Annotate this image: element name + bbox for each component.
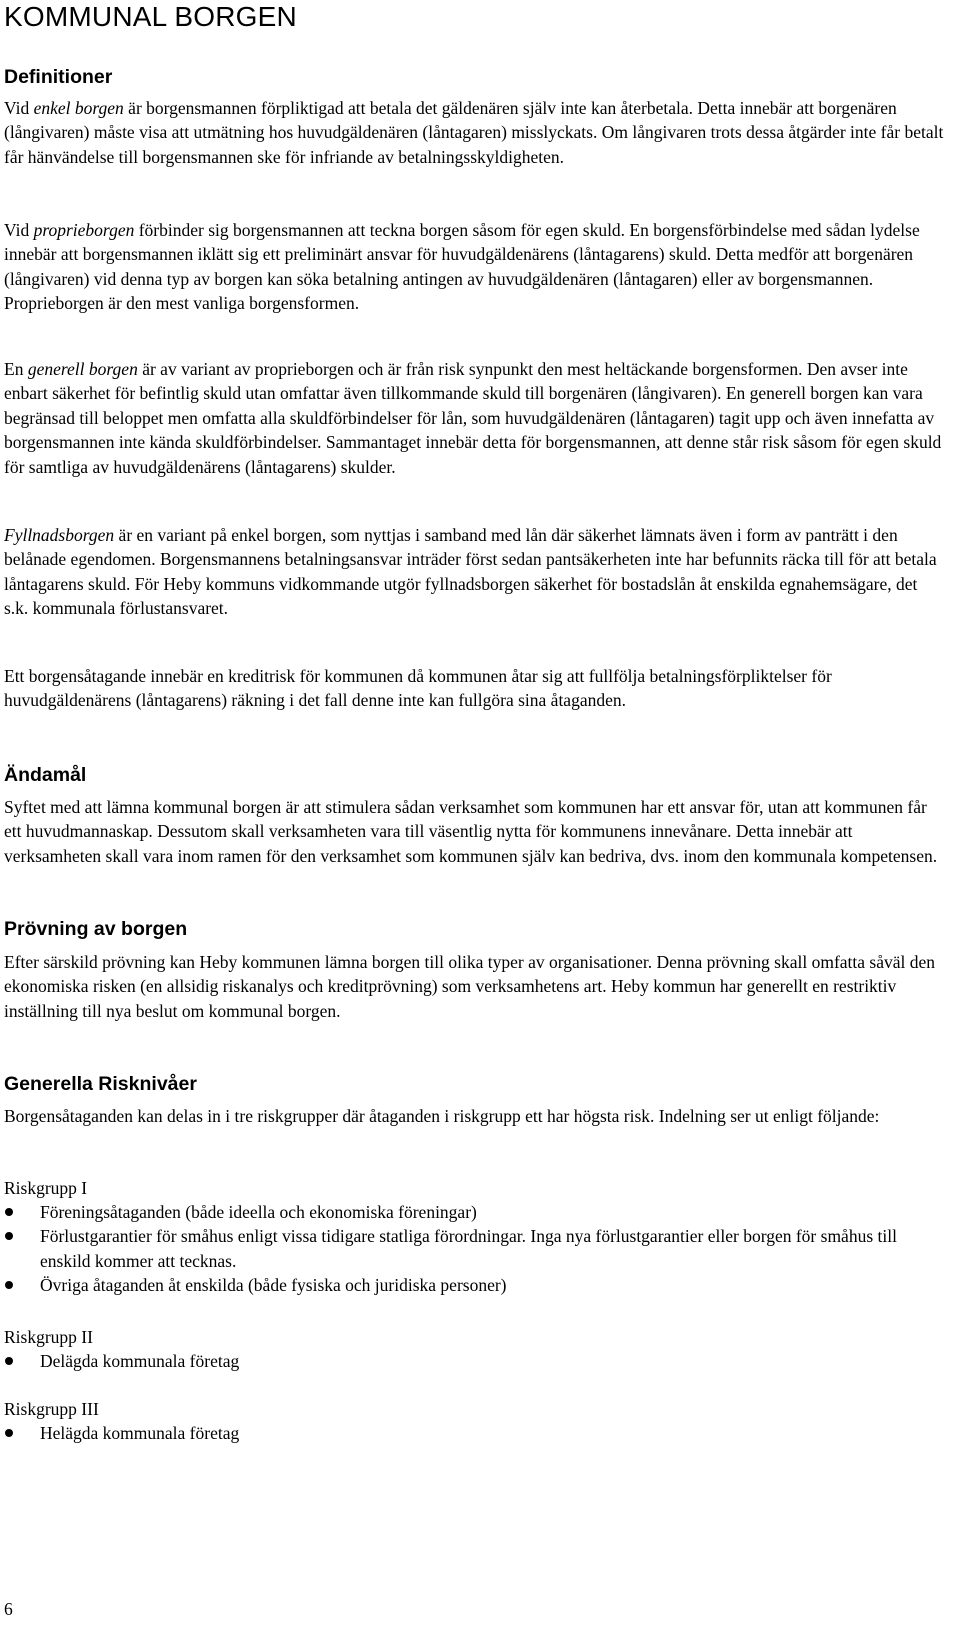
paragraph-risknivaer: Borgensåtaganden kan delas in i tre riskgrupper där åtaganden i riskgrupp ett har högsta risk. Indelning ser ut enligt följande: [4, 1106, 880, 1126]
list-item [4, 1349, 944, 1373]
page-number: 6 [4, 1599, 13, 1619]
paragraph-enkel-borgen [4, 96, 944, 169]
paragraph-fyllnadsborgen [4, 523, 944, 621]
term-fyllnadsborgen: Fyllnadsborgen [4, 525, 115, 545]
heading-definitioner: Definitioner [4, 66, 113, 88]
heading-provning: Prövning av borgen [4, 918, 188, 940]
heading-andamal: Ändamål [4, 764, 87, 786]
paragraph-provning: Efter särskild prövning kan Heby kommunen lämna borgen till olika typer av organisationer. Denna prövning skall omfatta såväl den ekonomiska risken (en allsidig riskanalys och kreditprövning) som verksamhetens art. Heby kommun har generellt en restriktiv inställning till nya beslut om kommunal borgen. [4, 952, 936, 1021]
term-proprieborgen: proprieborgen [33, 220, 135, 240]
bullet-icon [5, 1357, 13, 1365]
riskgroup-2-list [4, 1349, 944, 1373]
list-item [4, 1200, 944, 1224]
heading-risknivaer: Generella Risknivåer [4, 1073, 197, 1095]
list-item-text: Förlustgarantier för småhus enligt vissa tidigare statliga förordningar. Inga nya förlustgarantier eller borgen för småhus till enskild kommer att tecknas. [40, 1226, 897, 1271]
list-item [4, 1421, 944, 1445]
bullet-icon [5, 1208, 13, 1216]
text-body: förbinder sig borgensmannen att teckna borgen såsom för egen skuld. En borgensförbindelse med sådan lydelse innebär att borgensmannen iklätt sig ett preliminärt ansvar för huvudgäldenärens (låntagarens) skuld. Detta medför att borgenären (långivaren) vid denna typ av borgen kan söka betalning antingen av huvudgäldenären (låntagaren) eller av borgensmannen. Proprieborgen är den mest vanliga borgensformen. [4, 220, 920, 314]
bullet-icon [5, 1429, 13, 1437]
paragraph-generell-borgen [4, 357, 944, 479]
text-body: är borgensmannen förpliktigad att betala det gäldenären själv inte kan återbetala. Detta innebär att borgenären (långivaren) måste visa att utmätning hos huvudgäldenären (låntagaren) misslyckats. Om långivaren trots dessa åtgärder inte får betalt får hänvändelse till borgensmannen ske för infriande av betalningsskyldigheten. [4, 98, 944, 167]
bullet-icon [5, 1232, 13, 1240]
text-body: är av variant av proprieborgen och är från risk synpunkt den mest heltäckande borgensformen. Den avser inte enbart säkerhet för befintlig skuld utan omfattar även tillkommande skuld till borgenären (långivaren). En generell borgen kan vara begränsad till beloppet men omfatta alla skuldförbindelser för lån, som huvudgäldenären (låntagaren) tagit upp och även innefatta av borgensmannen inte kända skuldförbindelser. Sammantaget innebär detta för borgensmannen, att denne står risk såsom för egen skuld för samtliga av huvudgäldenärens (låntagarens) skulder. [4, 359, 942, 477]
riskgroup-3-label: Riskgrupp III [4, 1399, 99, 1419]
paragraph-andamal: Syftet med att lämna kommunal borgen är att stimulera sådan verksamhet som kommunen har ett ansvar för, utan att kommunen får ett huvudmannaskap. Dessutom skall verksamheten vara till väsentlig nytta för kommunens innevånare. Detta innebär att verksamheten skall vara inom ramen för den verksamhet som kommunen själv kan bedriva, dvs. inom den kommunala kompetensen. [4, 797, 938, 866]
text-body: är en variant på enkel borgen, som nyttjas i samband med lån där säkerhet lämnats även i form av panträtt i den belånade egendomen. Borgensmannens betalningsansvar inträder först sedan pantsäkerheten inte har befunnits räcka till för att betala låntagarens skuld. För Heby kommuns vidkommande utgör fyllnadsborgen säkerhet för bostadslån åt enskilda egnahemsägare, det s.k. kommunala förlustansvaret. [4, 525, 937, 619]
document-title: KOMMUNAL BORGEN [4, 1, 297, 32]
term-enkel-borgen: enkel borgen [33, 98, 124, 118]
text-prefix: En [4, 359, 28, 379]
list-item [4, 1224, 944, 1273]
riskgroup-3-list [4, 1421, 944, 1445]
term-generell-borgen: generell borgen [27, 359, 138, 379]
text-prefix: Vid [4, 98, 34, 118]
list-item-text: Delägda kommunala företag [40, 1351, 240, 1371]
paragraph-proprieborgen [4, 218, 944, 316]
list-item-text: Övriga åtaganden åt enskilda (både fysiska och juridiska personer) [40, 1275, 507, 1296]
bullet-icon [5, 1281, 13, 1289]
riskgroup-1-label: Riskgrupp I [4, 1178, 88, 1198]
riskgroup-2-label: Riskgrupp II [4, 1327, 93, 1347]
paragraph-kreditrisk: Ett borgensåtagande innebär en kreditrisk för kommunen då kommunen åtar sig att fullfölja betalningsförpliktelser för huvudgäldenärens (låntagarens) räkning i det fall denne inte kan fullgöra sina åtaganden. [4, 666, 832, 711]
text-prefix: Vid [4, 220, 34, 240]
list-item [4, 1273, 944, 1297]
list-item-text: Föreningsåtaganden (både ideella och ekonomiska föreningar) [40, 1202, 477, 1222]
list-item-text: Helägda kommunala företag [40, 1423, 240, 1443]
riskgroup-1-list [4, 1200, 944, 1298]
